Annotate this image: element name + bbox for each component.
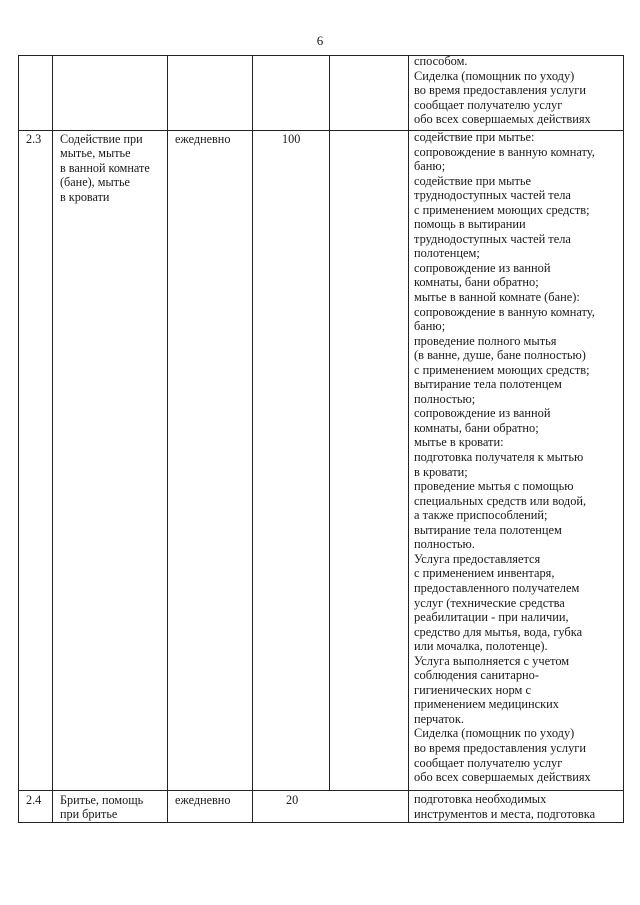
text-line: с применением инвентаря, [414,566,555,581]
text-line: Сиделка (помощник по уходу) [414,726,575,741]
text-line: баню; [414,319,446,334]
text-line: комнаты, бани обратно; [414,420,539,435]
continuation-description [414,54,591,127]
text-line: проведение полного мытья [414,333,557,348]
row-divider [18,790,624,791]
row-number: 2.3 [26,132,42,146]
text-line: полотенцем; [414,246,480,261]
page-number: 6 [316,33,324,48]
text-line: в кровати; [414,464,468,479]
text-line: обо всех совершаемых действиях [414,112,591,127]
text-line: баню; [414,159,446,174]
text-line: соблюдения санитарно- [414,668,539,683]
text-line: вытирание тела полотенцем [414,377,562,392]
text-line: мытье в ванной комнате (бане): [414,290,580,305]
text-line: проведение мытья с помощью [414,479,574,494]
text-line: полностью; [414,391,476,406]
text-line: или мочалка, полотенце). [414,639,548,654]
text-line: содействие при мытье: [414,130,535,144]
quantity: 20 [286,793,299,807]
text-line: способом. [414,54,468,68]
text-line: с применением моющих средств; [414,202,590,217]
text-line: обо всех совершаемых действиях [414,770,591,785]
text-line: сопровождение из ванной [414,260,551,275]
text-line: специальных средств или водой, [414,493,587,508]
table-bottom-border [18,822,624,823]
text-line: во время предоставления услуги [414,83,586,98]
text-line: Услуга предоставляется [414,551,541,566]
text-line: комнаты, бани обратно; [414,275,539,290]
text-line: Услуга выполняется с учетом [414,653,570,668]
table-left-border [18,55,19,822]
table-right-border [623,55,624,822]
column-divider [408,55,409,822]
quantity: 100 [282,132,301,146]
text-line: применением медицинских [414,697,559,712]
periodicity: ежедневно [175,132,231,146]
text-line: полностью. [414,537,475,552]
text-line: реабилитации - при наличии, [414,610,569,625]
text-line: а также приспособлений; [414,508,548,523]
service-name: Содействие при мытье, мытье в ванной комнате (бане), мытье в кровати [60,132,150,204]
periodicity: ежедневно [175,793,231,807]
text-line: сопровождение в ванную комнату, [414,304,595,319]
text-line: содействие при мытье [414,173,532,188]
service-name: Бритье, помощь при бритье [60,793,144,822]
text-line: Сиделка (помощник по уходу) [414,68,575,83]
text-line: подготовка необходимых [414,792,547,806]
text-line: предоставленного получателем [414,580,580,595]
text-line: средство для мытья, вода, губка [414,624,583,639]
column-divider [167,55,168,822]
service-description [414,792,595,821]
text-line: помощь в вытирании [414,217,526,232]
text-line: (в ванне, душе, бане полностью) [414,348,586,363]
text-line: гигиенических норм с [414,682,531,697]
text-line: подготовка получателя к мытью [414,450,584,465]
text-line: мытье в кровати: [414,435,504,450]
text-line: с применением моющих средств; [414,362,590,377]
text-line: услуг (технические средства [414,595,565,610]
text-line: сопровождение в ванную комнату, [414,144,595,159]
text-line: труднодоступных частей тела [414,231,571,246]
text-line: инструментов и места, подготовка [414,806,596,821]
text-line: перчаток. [414,711,464,726]
text-line: во время предоставления услуги [414,740,586,755]
text-line: труднодоступных частей тела [414,188,571,203]
column-divider [52,55,53,822]
service-description [414,130,595,785]
text-line: сопровождение из ванной [414,406,551,421]
text-line: сообщает получателю услуг [414,97,563,112]
text-line: сообщает получателю услуг [414,755,563,770]
text-line: вытирание тела полотенцем [414,522,562,537]
column-divider [329,55,330,790]
row-number: 2.4 [26,793,42,807]
column-divider [252,55,253,822]
